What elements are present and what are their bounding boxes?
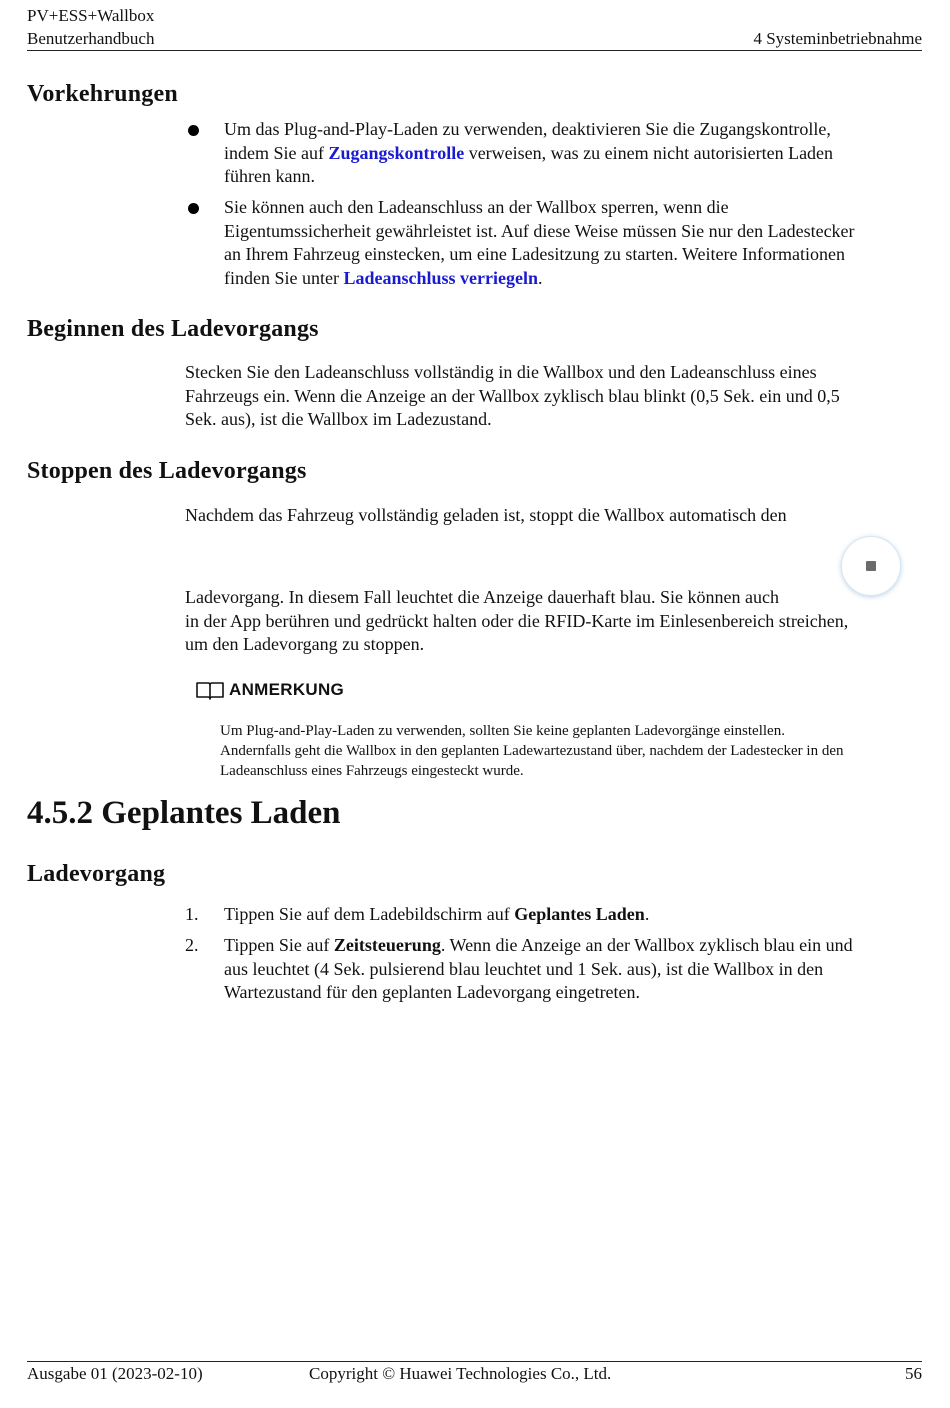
heading-stoppen: Stoppen des Ladevorgangs (27, 458, 307, 484)
step-1-number: 1. (185, 904, 199, 924)
footer-page-number: 56 (905, 1364, 922, 1383)
text: . (644, 904, 650, 924)
bullet-1-line-1: Um das Plug-and-Play-Laden zu verwenden, deaktivieren Sie die Zugangskontrolle, (224, 119, 831, 139)
text: . (538, 267, 543, 288)
text: finden Sie unter (224, 267, 344, 288)
bullet-2-line-2: Eigentumssicherheit gewährleistet ist. Auf diese Weise müssen Sie nur den Ladestecker (224, 220, 855, 241)
bullet-1-line-2 (224, 142, 924, 166)
paragraph-line: Fahrzeugs ein. Wenn die Anzeige an der Wallbox zyklisch blau blinkt (0,5 Sek. ein und 0,5 (185, 385, 840, 406)
paragraph-line: um den Ladevorgang zu stoppen. (185, 634, 425, 654)
heading-vorkehrungen: Vorkehrungen (27, 81, 178, 107)
text: . Wenn die Anzeige an der Wallbox zyklisch blau ein und (440, 935, 853, 955)
link-zugangskontrolle[interactable]: Zugangskontrolle (328, 142, 465, 163)
note-line: Ladeanschluss eines Fahrzeugs eingesteckt wurde. (220, 763, 524, 779)
text: indem Sie auf (224, 142, 329, 163)
header-chapter: 4 Systeminbetriebnahme (753, 29, 922, 48)
bullet-2-line-3: an Ihrem Fahrzeug einstecken, um eine Ladesitzung zu starten. Weitere Informationen (224, 244, 845, 264)
header-rule (27, 50, 922, 51)
bullet-item-1 (224, 118, 924, 189)
footer-copyright: Copyright © Huawei Technologies Co., Ltd. (309, 1364, 612, 1383)
note-text (220, 721, 925, 781)
step-1 (224, 903, 924, 927)
section-title: 4.5.2 Geplantes Laden (27, 795, 341, 831)
step-2-number: 2. (185, 935, 199, 955)
bullet-1-line-3: führen kann. (224, 166, 315, 186)
footer-edition: Ausgabe 01 (2023-02-10) (27, 1364, 203, 1383)
note-line: Um Plug-and-Play-Laden zu verwenden, sollten Sie keine geplanten Ladevorgänge einstellen. (220, 723, 785, 739)
header-doc-subtitle: Benutzerhandbuch (27, 29, 155, 48)
text: Tippen Sie auf dem Ladebildschirm auf (224, 904, 515, 924)
bullet-icon (188, 125, 199, 136)
paragraph-line: in der App berühren und gedrückt halten oder die RFID-Karte im Einlesenbereich streichen, (185, 610, 849, 631)
book-icon (195, 680, 225, 705)
footer-rule (27, 1361, 922, 1362)
note-line: Andernfalls geht die Wallbox in den geplanten Ladewartezustand über, nachdem der Ladestecker in den (220, 743, 844, 759)
heading-beginnen: Beginnen des Ladevorgangs (27, 316, 319, 342)
bullet-2-line-4 (224, 267, 924, 291)
note-label: ANMERKUNG (229, 680, 345, 699)
bullet-2-line-1: Sie können auch den Ladeanschluss an der Wallbox sperren, wenn die (224, 197, 729, 217)
step-2 (224, 934, 924, 1005)
text: Tippen Sie auf (224, 935, 334, 955)
ui-term-zeitsteuerung: Zeitsteuerung (333, 935, 441, 955)
link-ladeanschluss-verriegeln[interactable]: Ladeanschluss verriegeln (343, 267, 538, 288)
text: verweisen, was zu einem nicht autorisierten Laden (464, 142, 834, 163)
stop-square-icon (866, 561, 876, 571)
bullet-item-2 (224, 196, 924, 290)
paragraph-beginnen (185, 361, 925, 432)
paragraph-line: Ladevorgang. In diesem Fall leuchtet die Anzeige dauerhaft blau. Sie können auch (185, 587, 779, 607)
header-doc-title: PV+ESS+Wallbox (27, 6, 155, 25)
bullet-icon (188, 203, 199, 214)
paragraph-line: Sek. aus), ist die Wallbox im Ladezustand. (185, 409, 492, 429)
paragraph-stoppen-line-1: Nachdem das Fahrzeug vollständig geladen ist, stoppt die Wallbox automatisch den (185, 505, 787, 525)
paragraph-line: Stecken Sie den Ladeanschluss vollständig in die Wallbox und den Ladeanschluss eines (185, 362, 817, 382)
step-2-line-2: aus leuchtet (4 Sek. pulsierend blau leuchtet und 1 Sek. aus), ist die Wallbox in den (224, 958, 824, 979)
step-2-line-3: Wartezustand für den geplanten Ladevorgang eingetreten. (224, 982, 641, 1002)
ui-term-geplantes-laden: Geplantes Laden (514, 904, 645, 924)
step-2-line-1 (224, 934, 924, 958)
paragraph-stoppen-rest (185, 586, 925, 657)
heading-ladevorgang: Ladevorgang (27, 861, 166, 887)
